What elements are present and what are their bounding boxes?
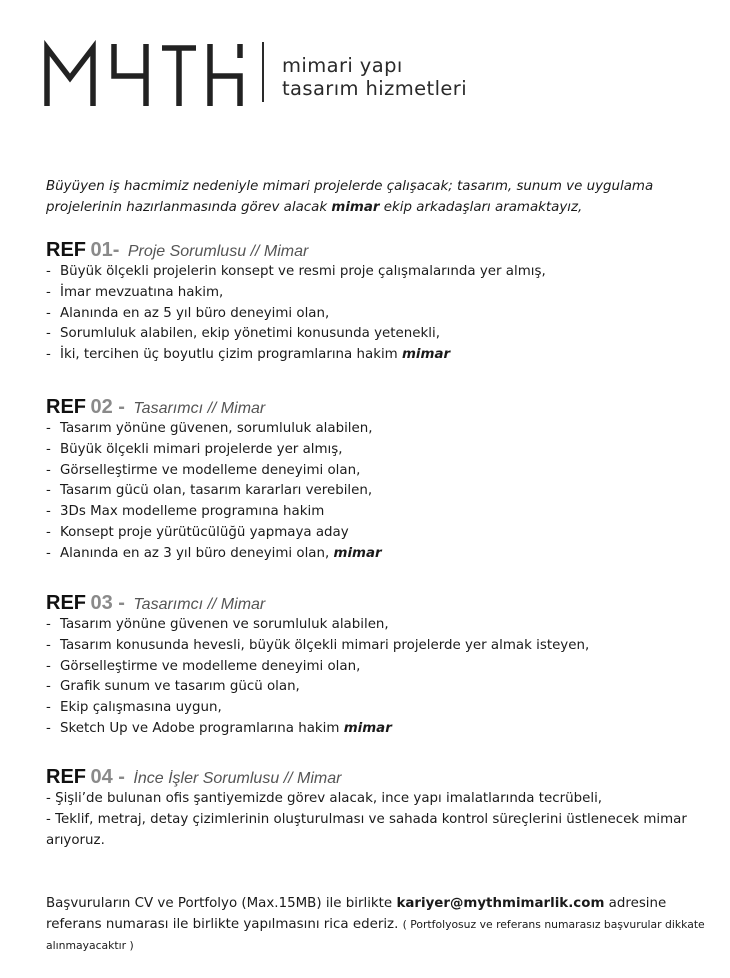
intro-text-after: ekip arkadaşları aramaktayız,: [379, 200, 583, 215]
ref-number: 01-: [90, 239, 120, 261]
ref-02-heading: [46, 395, 716, 419]
role-bold: mimar: [401, 347, 451, 363]
ref-03-section: [46, 591, 716, 740]
footer-text-2: adresine referans numarası ile birlikte yapılmasını rica ederiz.: [46, 896, 667, 932]
intro-text-before: Büyüyen iş hacmimiz nedeniyle mimari projelerde çalışacak; tasarım, sunum ve uygulama projelerinin hazırlanmasında görev alacak: [46, 179, 654, 215]
role-bold: mimar: [343, 720, 392, 736]
list-item: - Alanında en az 3 yıl büro deneyimi olan, mimar: [46, 545, 382, 561]
list-item: - Tasarım yönüne güvenen, sorumluluk alabilen,: [46, 421, 373, 436]
list-item: - Görselleştirme ve modelleme deneyimi olan,: [46, 658, 361, 674]
list-item: - Alanında en az 5 yıl büro deneyimi olan,: [46, 305, 330, 321]
list-item: - Sorumluluk alabilen, ekip yönetimi konusunda yetenekli,: [46, 326, 440, 342]
ref-label: REF: [46, 239, 86, 261]
ref-title: Proje Sorumlusu // Mimar: [127, 243, 309, 260]
footer-text-1: Başvuruların CV ve Portfolyo (Max.15MB) ile birlikte: [46, 896, 397, 911]
list-item: - Tasarım yönüne güvenen ve sorumluluk alabilen,: [46, 617, 389, 632]
role-bold: mimar: [333, 545, 382, 561]
tagline-line-2: tasarım hizmetleri: [282, 77, 468, 100]
list-item: - Grafik sunum ve tasarım gücü olan,: [46, 679, 300, 695]
list-item: - Büyük ölçekli projelerin konsept ve resmi proje çalışmalarında yer almış,: [46, 264, 546, 279]
ref-01-section: [46, 238, 716, 366]
ref-title: Tasarımcı // Mimar: [133, 596, 266, 613]
contact-email: kariyer@mythmimarlik.com: [396, 896, 605, 911]
myth-logo: [44, 40, 504, 112]
list-item: - Ekip çalışmasına uygun,: [46, 700, 222, 716]
ref-label: REF: [46, 766, 86, 788]
application-note: [46, 893, 711, 956]
ref-title: İnce İşler Sorumlusu // Mimar: [133, 770, 342, 787]
list-item: - İki, tercihen üç boyutlu çizim programlarına hakim mimar: [46, 347, 451, 363]
list-item: - Konsept proje yürütücülüğü yapmaya aday: [46, 524, 349, 540]
list-item: - Tasarım gücü olan, tasarım kararları verebilen,: [46, 483, 373, 499]
ref-02-section: [46, 395, 716, 565]
list-item: - İmar mevzuatına hakim,: [46, 284, 224, 300]
ref-03-heading: [46, 591, 716, 615]
list-item: - 3Ds Max modelleme programına hakim: [46, 504, 325, 520]
ref-04-section: [46, 765, 716, 851]
ref-label: REF: [46, 592, 86, 614]
ref-label: REF: [46, 396, 86, 418]
tagline-line-1: mimari yapı: [282, 54, 403, 77]
list-item: - Teklif, metraj, detay çizimlerinin oluşturulması ve sahada kontrol süreçlerini üstlenecek mimar arıyoruz.: [46, 811, 687, 848]
ref-number: 02 -: [90, 396, 125, 418]
ref-04-heading: [46, 765, 716, 789]
ref-03-requirements: [46, 615, 716, 740]
ref-01-heading: [46, 238, 716, 262]
ref-04-requirements: [46, 789, 716, 851]
list-item: - Tasarım konusunda hevesli, büyük ölçekli mimari projelerde yer almak isteyen,: [46, 637, 590, 653]
list-item: - Şişli’de bulunan ofis şantiyemizde görev alacak, ince yapı imalatlarında tecrübeli,: [46, 791, 603, 806]
ref-01-requirements: [46, 262, 716, 366]
ref-02-requirements: [46, 419, 716, 565]
intro-bold: mimar: [331, 200, 380, 215]
list-item: - Sketch Up ve Adobe programlarına hakim mimar: [46, 720, 392, 736]
ref-title: Tasarımcı // Mimar: [133, 400, 266, 417]
logo-divider: [262, 42, 264, 102]
ref-number: 04 -: [90, 766, 125, 788]
list-item: - Görselleştirme ve modelleme deneyimi olan,: [46, 462, 361, 478]
list-item: - Büyük ölçekli mimari projelerde yer almış,: [46, 441, 343, 457]
myth-logo-mark: [44, 40, 259, 110]
ref-number: 03 -: [90, 592, 125, 614]
intro-paragraph: [46, 176, 706, 218]
footer-note: ( Portfolyosuz ve referans numarasız başvurular dikkate alınmayacaktır ): [46, 918, 705, 952]
logo-tagline: [282, 54, 467, 100]
